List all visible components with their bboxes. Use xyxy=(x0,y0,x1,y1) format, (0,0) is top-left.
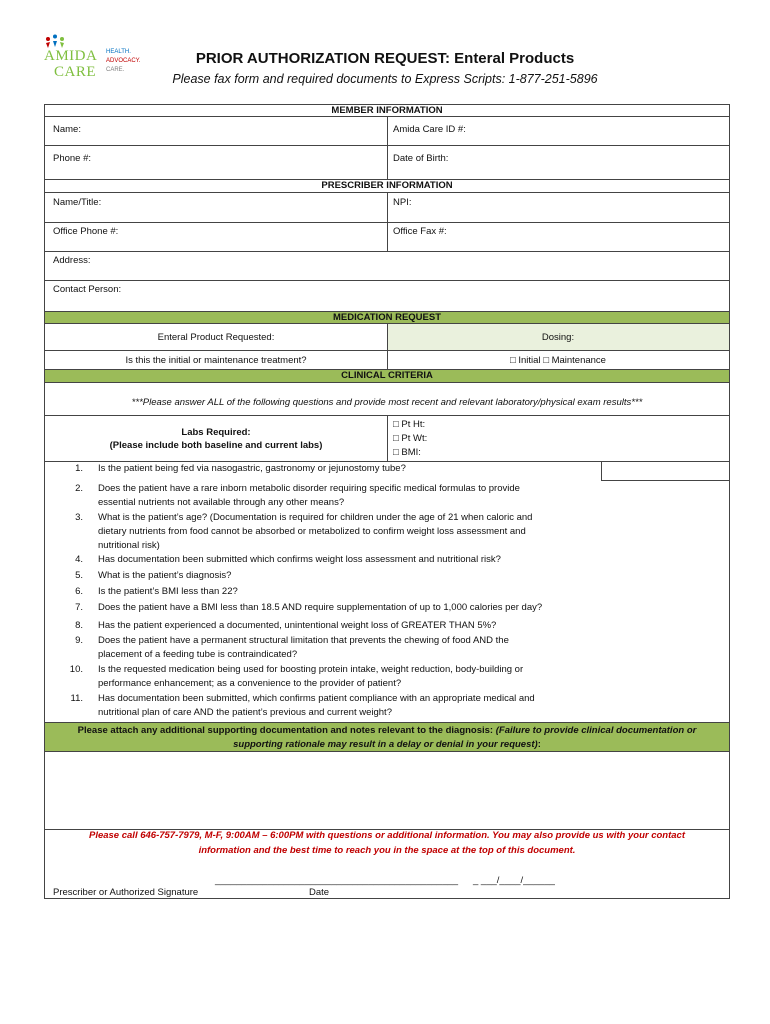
question-number: 10. xyxy=(69,664,83,675)
question-text: Is the patient’s BMI less than 22? xyxy=(98,586,238,597)
attach-heading-italic-2: supporting rationale may result in a delay or denial in your request) xyxy=(233,739,538,750)
attach-notes-heading xyxy=(45,722,729,752)
question-number: 7. xyxy=(75,602,83,613)
member-phone-label: Phone #: xyxy=(53,153,92,164)
answer-box-1[interactable] xyxy=(601,461,730,481)
question-text: What is the patient’s diagnosis? xyxy=(98,570,232,581)
contact-person-label: Contact Person: xyxy=(53,284,122,295)
question-number: 6. xyxy=(75,586,83,597)
question-number: 9. xyxy=(75,635,83,646)
page-title: PRIOR AUTHORIZATION REQUEST: Enteral Products xyxy=(195,50,575,67)
question-row xyxy=(45,618,729,633)
treatment-options[interactable]: □ Initial □ Maintenance xyxy=(510,355,606,366)
prior-auth-form xyxy=(44,104,730,899)
clinical-instruction: ***Please answer ALL of the following questions and provide most recent and relevant laboratory/physical exam results*** xyxy=(131,397,643,408)
question-text: Has documentation been submitted which confirms weight loss assessment and nutritional risk? xyxy=(98,554,501,565)
question-row xyxy=(45,662,729,691)
treatment-question: Is this the initial or maintenance treatment? xyxy=(125,355,307,366)
office-fax-label: Office Fax #: xyxy=(393,226,447,237)
signature-line[interactable]: ______________________________________________ xyxy=(215,875,459,886)
question-text: dietary nutrients from food cannot be absorbed or metabolized to confirm weight loss assessment and xyxy=(98,526,526,537)
question-text: Does the patient have a rare inborn metabolic disorder requiring specific medical formulas to provide xyxy=(98,483,520,494)
attach-heading-italic: (Failure to provide clinical documentation or xyxy=(495,725,697,736)
attach-heading-colon: : xyxy=(537,739,541,750)
supporting-notes-area[interactable] xyxy=(45,752,729,829)
question-text: nutritional risk) xyxy=(98,540,160,551)
dosing-label: Dosing: xyxy=(541,332,575,343)
member-name-field[interactable] xyxy=(53,133,383,143)
date-line[interactable]: _ ___/____/______ xyxy=(473,875,555,886)
prescriber-npi-label: NPI: xyxy=(393,197,412,208)
date-label: Date xyxy=(309,887,330,898)
logo-tag-health: HEALTH. xyxy=(106,49,131,55)
lab-bmi-checkbox[interactable]: □ BMI: xyxy=(393,447,421,458)
question-row xyxy=(45,481,729,510)
member-dob-label: Date of Birth: xyxy=(393,153,449,164)
question-text: nutritional plan of care AND the patient’s previous and current weight? xyxy=(98,707,392,718)
attach-heading-bold: Please attach any additional supporting documentation and notes relevant to the diagnosis: xyxy=(77,725,496,736)
question-text: Is the patient being fed via nasogastric, gastronomy or jejunostomy tube? xyxy=(98,463,406,474)
question-row xyxy=(45,510,729,552)
contact-instructions-1: Please call 646-757-7979, M-F, 9:00AM – 6:00PM with questions or additional information. You may also provide us with your contact xyxy=(88,830,686,841)
office-phone-label: Office Phone #: xyxy=(53,226,119,237)
amida-care-logo xyxy=(44,34,148,86)
question-number: 5. xyxy=(75,570,83,581)
question-text: Is the requested medication being used for boosting protein intake, weight reduction, body-building or xyxy=(98,664,524,675)
question-text: placement of a feeding tube is contraindicated? xyxy=(98,649,298,660)
question-text: performance enhancement; as a convenience to the provider of patient? xyxy=(98,678,402,689)
question-text: essential nutrients not available through any other means? xyxy=(98,497,345,508)
question-row xyxy=(45,600,729,618)
member-info-heading: MEMBER INFORMATION xyxy=(45,105,729,117)
prescriber-name-label: Name/Title: xyxy=(53,197,102,208)
member-name-label: Name: xyxy=(53,124,81,135)
medication-request-heading: MEDICATION REQUEST xyxy=(45,311,729,324)
member-id-field[interactable] xyxy=(393,133,723,143)
question-row xyxy=(45,691,729,722)
question-number: 1. xyxy=(75,463,83,474)
prescriber-info-heading: PRESCRIBER INFORMATION xyxy=(45,179,729,193)
question-row xyxy=(45,552,729,568)
lab-weight-checkbox[interactable]: □ Pt Wt: xyxy=(393,433,428,444)
logo-tag-advocacy: ADVOCACY. xyxy=(106,58,141,64)
fax-instructions: Please fax form and required documents to Express Scripts: 1-877-251-5896 xyxy=(172,72,598,86)
labs-baseline-note: (Please include both baseline and current labs) xyxy=(109,440,323,451)
question-text: Has documentation been submitted, which confirms patient compliance with an appropriate medical and xyxy=(98,693,535,704)
question-text: Does the patient have a permanent structural limitation that prevents the chewing of food AND the xyxy=(98,635,509,646)
question-row xyxy=(45,633,729,662)
question-number: 11. xyxy=(70,693,83,704)
logo-brand-bottom: CARE xyxy=(54,64,97,80)
logo-tag-care: CARE. xyxy=(106,67,125,73)
contact-instructions-2: information and the best time to reach you in the space at the top of this document. xyxy=(198,845,576,856)
member-id-label: Amida Care ID #: xyxy=(393,124,466,135)
product-requested-label: Enteral Product Requested: xyxy=(157,332,275,343)
question-number: 8. xyxy=(75,620,83,631)
question-row xyxy=(45,584,729,600)
lab-height-checkbox[interactable]: □ Pt Ht: xyxy=(393,419,426,430)
labs-required-label: Labs Required: xyxy=(181,427,251,438)
clinical-criteria-heading: CLINICAL CRITERIA xyxy=(45,369,729,383)
question-number: 3. xyxy=(75,512,83,523)
question-number: 4. xyxy=(75,554,83,565)
question-text: What is the patient’s age? (Documentation is required for children under the age of 21 when caloric and xyxy=(98,512,533,523)
signature-label: Prescriber or Authorized Signature xyxy=(53,887,199,898)
question-row xyxy=(45,568,729,584)
address-label: Address: xyxy=(53,255,91,266)
logo-brand-top: AMIDA xyxy=(44,48,98,64)
question-text: Does the patient have a BMI less than 18.5 AND require supplementation of up to 1,000 calories per day? xyxy=(98,602,543,613)
question-text: Has the patient experienced a documented, unintentional weight loss of GREATER THAN 5%? xyxy=(98,620,497,631)
question-number: 2. xyxy=(75,483,83,494)
